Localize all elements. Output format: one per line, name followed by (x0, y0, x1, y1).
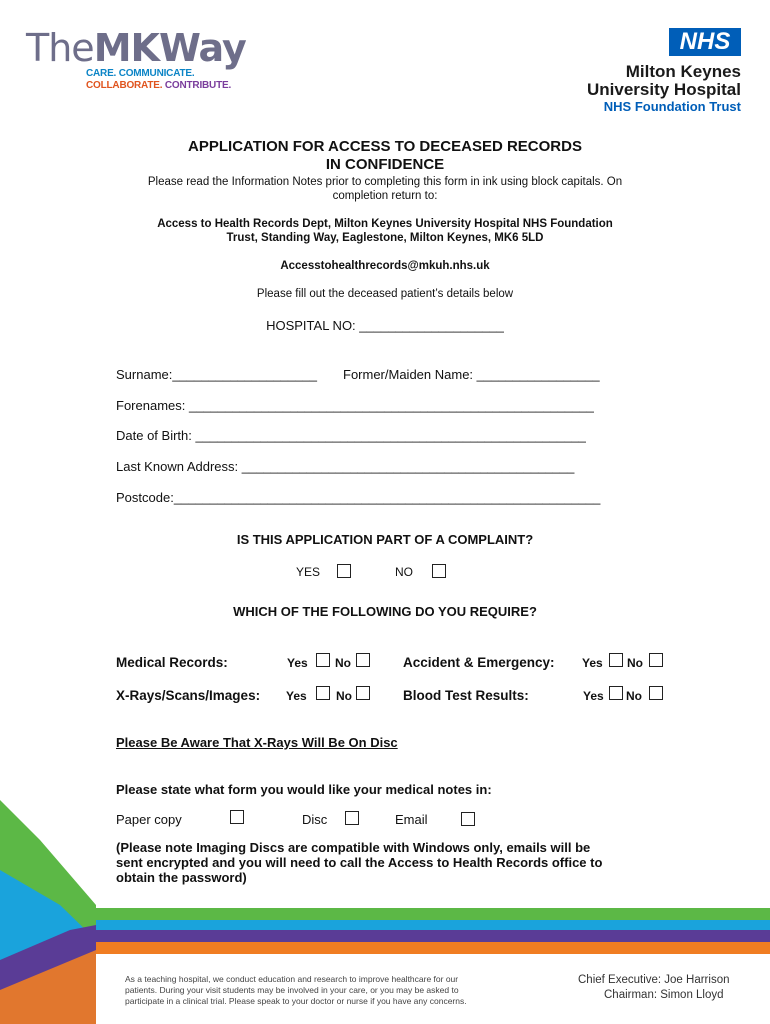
forenames-field[interactable]: Forenames: ________________________________________________________ (116, 398, 594, 413)
postcode-field[interactable]: Postcode:___________________________________________________________ (116, 490, 601, 505)
contact-email: Accesstohealthrecords@mkuh.nhs.uk (280, 260, 490, 272)
note-line-3: obtain the password) (116, 870, 247, 885)
org-name-1: Milton Keynes (625, 62, 741, 81)
email-checkbox[interactable] (461, 812, 475, 826)
footer-text-1: As a teaching hospital, we conduct education and research to improve healthcare for our (125, 974, 459, 984)
paper-copy-label: Paper copy (116, 812, 182, 827)
email-label: Email (395, 812, 428, 827)
blood-test-label: Blood Test Results: (403, 688, 529, 703)
complaint-no: NO (395, 565, 413, 579)
xrays-no-checkbox[interactable] (356, 686, 370, 700)
medical-no-checkbox[interactable] (356, 653, 370, 667)
ae-yes-checkbox[interactable] (609, 653, 623, 667)
blood-yes-checkbox[interactable] (609, 686, 623, 700)
ae-label: Accident & Emergency: (403, 655, 555, 670)
form-title: APPLICATION FOR ACCESS TO DECEASED RECORDS (188, 138, 582, 155)
xrays-label: X-Rays/Scans/Images: (116, 688, 261, 703)
medical-records-label: Medical Records: (116, 655, 228, 670)
complaint-yes-checkbox[interactable] (337, 564, 351, 578)
medical-no: No (335, 656, 351, 670)
surname-field[interactable]: Surname:____________________ (116, 367, 317, 382)
tagline-1: CARE. COMMUNICATE. (86, 68, 195, 79)
mkway-logo: TheMKWay (26, 26, 246, 70)
note-line-2: sent encrypted and you will need to call the Access to Health Records office to (116, 855, 603, 870)
ae-no-checkbox[interactable] (649, 653, 663, 667)
maiden-name-field[interactable]: Former/Maiden Name: _________________ (343, 367, 600, 382)
note-line-1: (Please note Imaging Discs are compatible with Windows only, emails will be (116, 840, 591, 855)
blood-no: No (626, 689, 642, 703)
complaint-yes: YES (296, 565, 321, 579)
disc-label: Disc (302, 812, 328, 827)
complaint-question: IS THIS APPLICATION PART OF A COMPLAINT? (236, 532, 534, 547)
complaint-no-checkbox[interactable] (432, 564, 446, 578)
nhs-logo: NHS (669, 28, 741, 56)
ae-yes: Yes (582, 656, 603, 670)
form-subtitle: IN CONFIDENCE (325, 156, 445, 173)
chairman: Chairman: Simon Lloyd (604, 989, 724, 1001)
xrays-no: No (336, 689, 352, 703)
instruction: Please fill out the deceased patient’s details below (256, 288, 514, 300)
address-line-2: Trust, Standing Way, Eaglestone, Milton Keynes, MK6 5LD (226, 232, 544, 244)
intro-line-2: completion return to: (332, 190, 438, 202)
intro-line-1: Please read the Information Notes prior to completing this form in ink using block capitals. On (147, 176, 623, 188)
blood-yes: Yes (583, 689, 604, 703)
medical-yes: Yes (287, 656, 308, 670)
ae-no: No (627, 656, 643, 670)
hospital-no-field[interactable]: HOSPITAL NO: ____________________ (266, 318, 504, 333)
tagline-2: COLLABORATE. CONTRIBUTE. (86, 80, 232, 91)
xray-disc-notice: Please Be Aware That X-Rays Will Be On Disc (116, 735, 398, 750)
footer-text-3: participate in a clinical trial. Please speak to your doctor or nurse if you have any concerns. (125, 996, 467, 1006)
org-name-3: NHS Foundation Trust (603, 99, 741, 114)
disc-checkbox[interactable] (345, 811, 359, 825)
require-question: WHICH OF THE FOLLOWING DO YOU REQUIRE? (233, 604, 537, 619)
address-line-1: Access to Health Records Dept, Milton Keynes University Hospital NHS Foundation (157, 218, 613, 230)
dob-field[interactable]: Date of Birth: ______________________________________________________ (116, 428, 586, 443)
blood-no-checkbox[interactable] (649, 686, 663, 700)
chief-executive: Chief Executive: Joe Harrison (578, 974, 730, 986)
medical-yes-checkbox[interactable] (316, 653, 330, 667)
org-name-2: University Hospital (587, 80, 741, 99)
paper-copy-checkbox[interactable] (230, 810, 244, 824)
xrays-yes-checkbox[interactable] (316, 686, 330, 700)
xrays-yes: Yes (286, 689, 307, 703)
format-question: Please state what form you would like your medical notes in: (116, 782, 492, 797)
address-field[interactable]: Last Known Address: ______________________________________________ (116, 459, 575, 474)
footer-text-2: patients. During your visit students may be involved in your care, or you may be asked to (125, 985, 459, 995)
